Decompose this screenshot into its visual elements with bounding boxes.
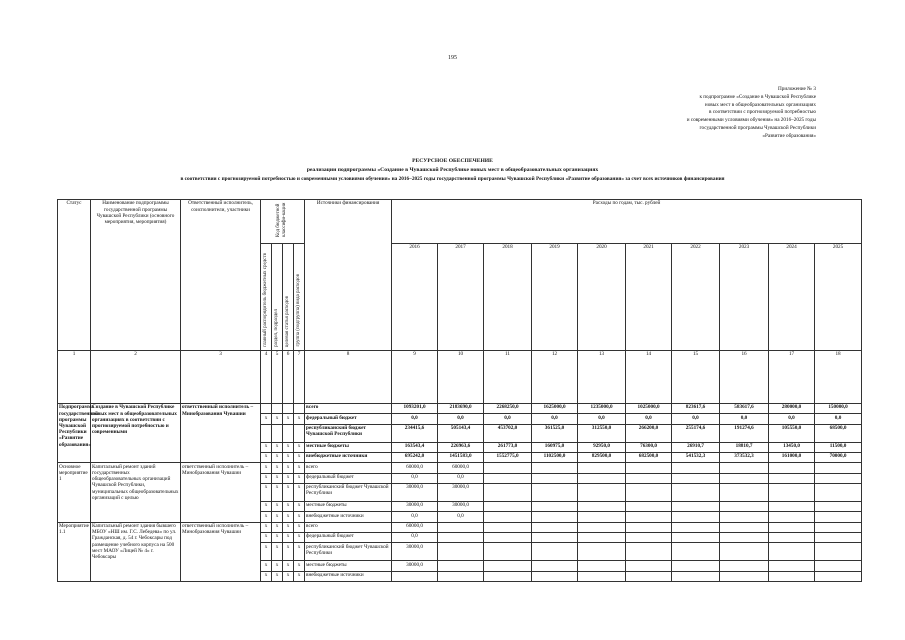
header-name: Наименование подпрограммы государственной программы Чувашской Республики (основного мероприятия, мероприятия) xyxy=(91,200,181,351)
code-cell: x xyxy=(272,483,283,501)
data-row xyxy=(58,463,862,473)
document-title: РЕСУРСНОЕ ОБЕСПЕЧЕНИЕ xyxy=(412,158,493,164)
value-cell xyxy=(769,532,815,542)
value-cell xyxy=(532,571,578,581)
code-cell: x xyxy=(283,512,294,522)
name-cell: Создание в Чувашской Республике новых мест в общеобразовательных организациях в соответствии с прогнозируемой потребностью и современными xyxy=(91,403,181,462)
value-cell xyxy=(438,561,484,571)
code-cell: x xyxy=(283,532,294,542)
code-cell xyxy=(283,403,294,413)
value-cell xyxy=(769,463,815,473)
value-cell: 30000,0 xyxy=(438,502,484,512)
source-cell: внебюджетные источники xyxy=(305,453,392,463)
source-cell: республиканский бюджет Чувашской Республики xyxy=(305,543,392,561)
source-cell: федеральный бюджет xyxy=(305,532,392,542)
appendix-line: к подпрограмме «Создание в Чувашской Республике xyxy=(699,93,816,100)
header-code-section-text: раздел, подраздел xyxy=(273,309,279,347)
source-cell: внебюджетные источники xyxy=(305,512,392,522)
source-cell: всего xyxy=(305,403,392,413)
value-cell xyxy=(532,512,578,522)
value-cell xyxy=(532,532,578,542)
value-cell xyxy=(484,463,532,473)
code-cell: x xyxy=(272,502,283,512)
header-row xyxy=(58,200,862,244)
value-cell xyxy=(578,522,626,532)
value-cell xyxy=(672,483,720,501)
value-cell xyxy=(532,463,578,473)
header-code-section xyxy=(272,243,283,350)
appendix-note xyxy=(618,86,816,141)
code-cell: x xyxy=(261,453,272,463)
code-cell: x xyxy=(294,522,305,532)
code-cell: x xyxy=(272,442,283,452)
appendix-line: новых мест в общеобразовательных организациях xyxy=(704,101,816,108)
value-cell: 191274,6 xyxy=(720,424,769,442)
value-cell xyxy=(532,522,578,532)
document-subtitle-line-1: реализации подпрограммы «Создание в Чувашской Республике новых мест в общеобразовательных организациях xyxy=(306,167,599,173)
code-cell: x xyxy=(283,414,294,424)
code-cell: x xyxy=(294,512,305,522)
value-cell xyxy=(769,473,815,483)
value-cell: 68500,0 xyxy=(815,424,862,442)
code-cell xyxy=(294,424,305,442)
value-cell: 361525,0 xyxy=(532,424,578,442)
value-cell: 1552775,0 xyxy=(484,453,532,463)
value-cell xyxy=(578,463,626,473)
value-cell xyxy=(532,561,578,571)
value-cell: 1451583,0 xyxy=(438,453,484,463)
value-cell xyxy=(484,473,532,483)
value-cell xyxy=(672,571,720,581)
value-cell xyxy=(626,483,672,501)
value-cell xyxy=(626,473,672,483)
code-cell: x xyxy=(294,463,305,473)
value-cell xyxy=(815,543,862,561)
header-year: 2018 xyxy=(484,243,532,350)
value-cell: 0,0 xyxy=(484,414,532,424)
value-cell: 0,0 xyxy=(720,414,769,424)
value-cell xyxy=(626,571,672,581)
value-cell: 0,0 xyxy=(392,512,438,522)
value-cell: 0,0 xyxy=(815,414,862,424)
value-cell: 0,0 xyxy=(392,414,438,424)
value-cell: 2268250,0 xyxy=(484,403,532,413)
value-cell: 0,0 xyxy=(578,414,626,424)
value-cell xyxy=(438,522,484,532)
code-cell: x xyxy=(283,463,294,473)
source-cell: внебюджетные источники xyxy=(305,571,392,581)
value-cell xyxy=(769,571,815,581)
value-cell xyxy=(626,512,672,522)
value-cell: 0,0 xyxy=(769,414,815,424)
header-budget-code xyxy=(261,200,305,244)
value-cell xyxy=(720,512,769,522)
source-cell: местные бюджеты xyxy=(305,442,392,452)
resource-table xyxy=(57,199,862,582)
header-year: 2016 xyxy=(392,243,438,350)
value-cell: 829500,0 xyxy=(578,453,626,463)
code-cell: x xyxy=(261,483,272,501)
value-cell xyxy=(815,561,862,571)
value-cell: 1625000,0 xyxy=(532,403,578,413)
column-number: 13 xyxy=(578,350,626,403)
value-cell xyxy=(815,483,862,501)
column-number: 9 xyxy=(392,350,438,403)
value-cell: 1093201,0 xyxy=(392,403,438,413)
value-cell: 261773,0 xyxy=(484,442,532,452)
header-year: 2019 xyxy=(532,243,578,350)
appendix-line: государственной программы Чувашской Республики xyxy=(699,124,816,131)
value-cell: 30000,0 xyxy=(392,502,438,512)
code-cell: x xyxy=(272,463,283,473)
header-year: 2017 xyxy=(438,243,484,350)
value-cell xyxy=(815,502,862,512)
data-row xyxy=(58,522,862,532)
column-number: 7 xyxy=(294,350,305,403)
value-cell xyxy=(672,561,720,571)
header-sources: Источники финансирования xyxy=(305,200,392,351)
header-year: 2023 xyxy=(720,243,769,350)
data-row xyxy=(58,403,862,413)
value-cell xyxy=(769,512,815,522)
code-cell: x xyxy=(294,543,305,561)
value-cell: 695242,0 xyxy=(392,453,438,463)
value-cell xyxy=(672,463,720,473)
value-cell xyxy=(720,473,769,483)
header-year: 2020 xyxy=(578,243,626,350)
value-cell: 70000,0 xyxy=(815,453,862,463)
header-code-group-text: группа (подгруппа) вида расходов xyxy=(295,274,301,347)
header-code-group xyxy=(294,243,305,350)
value-cell xyxy=(626,463,672,473)
column-number: 14 xyxy=(626,350,672,403)
page-number: 195 xyxy=(448,55,457,61)
code-cell: x xyxy=(283,483,294,501)
code-cell: x xyxy=(283,502,294,512)
value-cell xyxy=(769,502,815,512)
column-number: 1 xyxy=(58,350,91,403)
code-cell: x xyxy=(261,532,272,542)
value-cell: 150000,0 xyxy=(815,403,862,413)
status-cell: Основное мероприятие 1 xyxy=(58,463,91,522)
responsible-cell: ответственный исполнитель – Минобразования Чувашии xyxy=(181,463,261,522)
code-cell: x xyxy=(272,543,283,561)
value-cell: 160975,0 xyxy=(532,442,578,452)
code-cell: x xyxy=(272,414,283,424)
value-cell xyxy=(484,502,532,512)
source-cell: республиканский бюджет Чувашской Республики xyxy=(305,424,392,442)
value-cell xyxy=(815,473,862,483)
source-cell: республиканский бюджет Чувашской Республики xyxy=(305,483,392,501)
value-cell: 92950,0 xyxy=(578,442,626,452)
code-cell: x xyxy=(272,522,283,532)
value-cell xyxy=(438,571,484,581)
value-cell: 280000,0 xyxy=(769,403,815,413)
value-cell: 266200,0 xyxy=(626,424,672,442)
header-status: Статус xyxy=(58,200,91,351)
value-cell xyxy=(672,502,720,512)
value-cell xyxy=(815,463,862,473)
value-cell: 682500,0 xyxy=(626,453,672,463)
column-number: 17 xyxy=(769,350,815,403)
source-cell: всего xyxy=(305,463,392,473)
value-cell xyxy=(578,532,626,542)
value-cell: 541532,3 xyxy=(672,453,720,463)
event-1-1-section xyxy=(58,522,862,581)
value-cell: 0,0 xyxy=(626,414,672,424)
code-cell: x xyxy=(272,453,283,463)
code-cell: x xyxy=(294,414,305,424)
value-cell xyxy=(672,512,720,522)
value-cell xyxy=(532,543,578,561)
source-cell: всего xyxy=(305,522,392,532)
column-number: 8 xyxy=(305,350,392,403)
value-cell: 505143,4 xyxy=(438,424,484,442)
value-cell xyxy=(484,532,532,542)
value-cell: 1102500,0 xyxy=(532,453,578,463)
value-cell: 30000,0 xyxy=(392,543,438,561)
code-cell: x xyxy=(294,571,305,581)
code-cell: x xyxy=(283,473,294,483)
source-cell: федеральный бюджет xyxy=(305,414,392,424)
value-cell xyxy=(672,473,720,483)
column-number: 4 xyxy=(261,350,272,403)
value-cell xyxy=(815,571,862,581)
value-cell xyxy=(484,512,532,522)
status-cell: Подпрограмма государственной программы Чувашской Республики «Развитие образования» xyxy=(58,403,91,462)
value-cell: 60000,0 xyxy=(392,522,438,532)
value-cell: 453702,0 xyxy=(484,424,532,442)
value-cell: 60000,0 xyxy=(392,463,438,473)
header-code-grbs-text: главный распорядитель бюджетных средств xyxy=(262,253,268,347)
value-cell: 1235000,0 xyxy=(578,403,626,413)
value-cell: 30000,0 xyxy=(392,561,438,571)
column-number: 16 xyxy=(720,350,769,403)
value-cell: 226963,6 xyxy=(438,442,484,452)
code-cell: x xyxy=(283,442,294,452)
value-cell xyxy=(672,532,720,542)
value-cell: 823617,6 xyxy=(672,403,720,413)
value-cell: 255174,6 xyxy=(672,424,720,442)
code-cell: x xyxy=(294,453,305,463)
value-cell xyxy=(438,532,484,542)
value-cell xyxy=(720,532,769,542)
value-cell xyxy=(484,483,532,501)
code-cell: x xyxy=(261,414,272,424)
value-cell: 13450,0 xyxy=(769,442,815,452)
value-cell: 0,0 xyxy=(392,532,438,542)
value-cell xyxy=(815,512,862,522)
value-cell: 11500,0 xyxy=(815,442,862,452)
value-cell: 76300,0 xyxy=(626,442,672,452)
value-cell xyxy=(815,532,862,542)
code-cell: x xyxy=(261,571,272,581)
source-cell: местные бюджеты xyxy=(305,561,392,571)
code-cell: x xyxy=(272,512,283,522)
code-cell xyxy=(294,403,305,413)
value-cell xyxy=(578,473,626,483)
code-cell xyxy=(283,424,294,442)
value-cell xyxy=(769,483,815,501)
value-cell xyxy=(720,463,769,473)
value-cell xyxy=(484,571,532,581)
header-code-grbs xyxy=(261,243,272,350)
appendix-line: в соответствии с прогнозируемой потребностью xyxy=(708,109,816,116)
code-cell: x xyxy=(261,463,272,473)
header-year: 2021 xyxy=(626,243,672,350)
value-cell: 60000,0 xyxy=(438,463,484,473)
code-cell xyxy=(272,403,283,413)
value-cell: 26910,7 xyxy=(672,442,720,452)
column-number: 2 xyxy=(91,350,181,403)
document-subtitle-line-2: в соответствии с прогнозируемой потребностью и современными условиями обучения» на 2016–2025 годы государственной программы Чувашской Республики «Развитие образования» за счет всех источников финансирования xyxy=(180,176,725,182)
source-cell: федеральный бюджет xyxy=(305,473,392,483)
code-cell: x xyxy=(261,473,272,483)
code-cell: x xyxy=(294,442,305,452)
source-cell: местные бюджеты xyxy=(305,502,392,512)
value-cell: 161000,0 xyxy=(769,453,815,463)
value-cell: 163543,4 xyxy=(392,442,438,452)
code-cell: x xyxy=(283,453,294,463)
value-cell xyxy=(438,543,484,561)
header-responsible: Ответственный исполнитель, соисполнители, участники xyxy=(181,200,261,351)
code-cell: x xyxy=(283,522,294,532)
column-number-row xyxy=(58,350,862,403)
header-expenses: Расходы по годам, тыс. рублей xyxy=(392,200,862,244)
basic-event-section xyxy=(58,463,862,522)
value-cell xyxy=(532,483,578,501)
header-code-article xyxy=(283,243,294,350)
value-cell xyxy=(720,483,769,501)
code-cell: x xyxy=(294,502,305,512)
code-cell: x xyxy=(272,571,283,581)
code-cell: x xyxy=(294,561,305,571)
code-cell: x xyxy=(283,571,294,581)
header-budget-code-text: Код бюджетной классифи-кации xyxy=(276,203,288,238)
value-cell xyxy=(578,543,626,561)
value-cell: 0,0 xyxy=(672,414,720,424)
value-cell xyxy=(769,561,815,571)
value-cell xyxy=(484,522,532,532)
code-cell xyxy=(261,424,272,442)
value-cell: 0,0 xyxy=(438,414,484,424)
name-cell: Капитальный ремонт здания бывшего МБОУ «НШ им. Г.С. Лебедева» по ул. Гражданская, д. 54 г. Чебоксары под размещение учебного корпуса на 500 мест МАОУ «Лицей № 4» г. Чебоксары xyxy=(91,522,181,581)
value-cell: 105550,0 xyxy=(769,424,815,442)
code-cell: x xyxy=(261,512,272,522)
value-cell: 18810,7 xyxy=(720,442,769,452)
value-cell xyxy=(626,543,672,561)
code-cell: x xyxy=(261,561,272,571)
column-number: 11 xyxy=(484,350,532,403)
code-cell: x xyxy=(283,543,294,561)
value-cell: 373532,3 xyxy=(720,453,769,463)
value-cell xyxy=(578,502,626,512)
value-cell xyxy=(720,522,769,532)
value-cell: 1025000,0 xyxy=(626,403,672,413)
value-cell xyxy=(626,561,672,571)
value-cell xyxy=(769,522,815,532)
value-cell xyxy=(532,502,578,512)
code-cell: x xyxy=(261,522,272,532)
value-cell xyxy=(720,571,769,581)
status-cell: Мероприятие 1.1 xyxy=(58,522,91,581)
value-cell xyxy=(578,512,626,522)
column-number: 15 xyxy=(672,350,720,403)
header-year: 2022 xyxy=(672,243,720,350)
value-cell xyxy=(578,571,626,581)
appendix-line: Приложение № 3 xyxy=(778,86,816,92)
column-number: 18 xyxy=(815,350,862,403)
column-number: 5 xyxy=(272,350,283,403)
header-year: 2025 xyxy=(815,243,862,350)
value-cell: 583617,6 xyxy=(720,403,769,413)
column-number: 12 xyxy=(532,350,578,403)
subprogram-section xyxy=(58,403,862,462)
value-cell xyxy=(626,532,672,542)
code-cell: x xyxy=(261,442,272,452)
value-cell xyxy=(578,483,626,501)
appendix-line: «Развитие образования» xyxy=(762,132,816,139)
column-number: 6 xyxy=(283,350,294,403)
column-number: 3 xyxy=(181,350,261,403)
value-cell xyxy=(484,543,532,561)
code-cell: x xyxy=(261,502,272,512)
value-cell: 312550,0 xyxy=(578,424,626,442)
value-cell xyxy=(720,502,769,512)
value-cell: 2183690,0 xyxy=(438,403,484,413)
code-cell: x xyxy=(272,532,283,542)
code-cell xyxy=(272,424,283,442)
value-cell: 0,0 xyxy=(438,473,484,483)
code-cell: x xyxy=(294,483,305,501)
appendix-line: и современными условиями обучения» на 2016–2025 годы xyxy=(686,117,816,124)
value-cell xyxy=(532,473,578,483)
value-cell xyxy=(769,543,815,561)
value-cell xyxy=(578,561,626,571)
header-code-article-text: целевая статья расходов xyxy=(284,295,290,347)
value-cell xyxy=(626,522,672,532)
value-cell xyxy=(672,522,720,532)
value-cell: 0,0 xyxy=(438,512,484,522)
responsible-cell: ответственный исполнитель – Минобразования Чувашии xyxy=(181,403,261,462)
value-cell xyxy=(672,543,720,561)
value-cell xyxy=(815,522,862,532)
value-cell: 30000,0 xyxy=(392,483,438,501)
value-cell: 0,0 xyxy=(532,414,578,424)
code-cell: x xyxy=(272,473,283,483)
responsible-cell: ответственный исполнитель – Минобразования Чувашии xyxy=(181,522,261,581)
code-cell: x xyxy=(283,561,294,571)
value-cell xyxy=(392,571,438,581)
code-cell: x xyxy=(294,473,305,483)
value-cell xyxy=(484,561,532,571)
code-cell: x xyxy=(272,561,283,571)
code-cell xyxy=(261,403,272,413)
value-cell xyxy=(626,502,672,512)
value-cell: 30000,0 xyxy=(438,483,484,501)
header-year: 2024 xyxy=(769,243,815,350)
value-cell xyxy=(720,543,769,561)
value-cell xyxy=(720,561,769,571)
code-cell: x xyxy=(261,543,272,561)
code-cell: x xyxy=(294,532,305,542)
value-cell: 234415,6 xyxy=(392,424,438,442)
column-number: 10 xyxy=(438,350,484,403)
name-cell: Капитальный ремонт зданий государственных общеобразовательных организаций Чувашской Республики, муниципальных общеобразовательных организаций с целью xyxy=(91,463,181,522)
value-cell: 0,0 xyxy=(392,473,438,483)
